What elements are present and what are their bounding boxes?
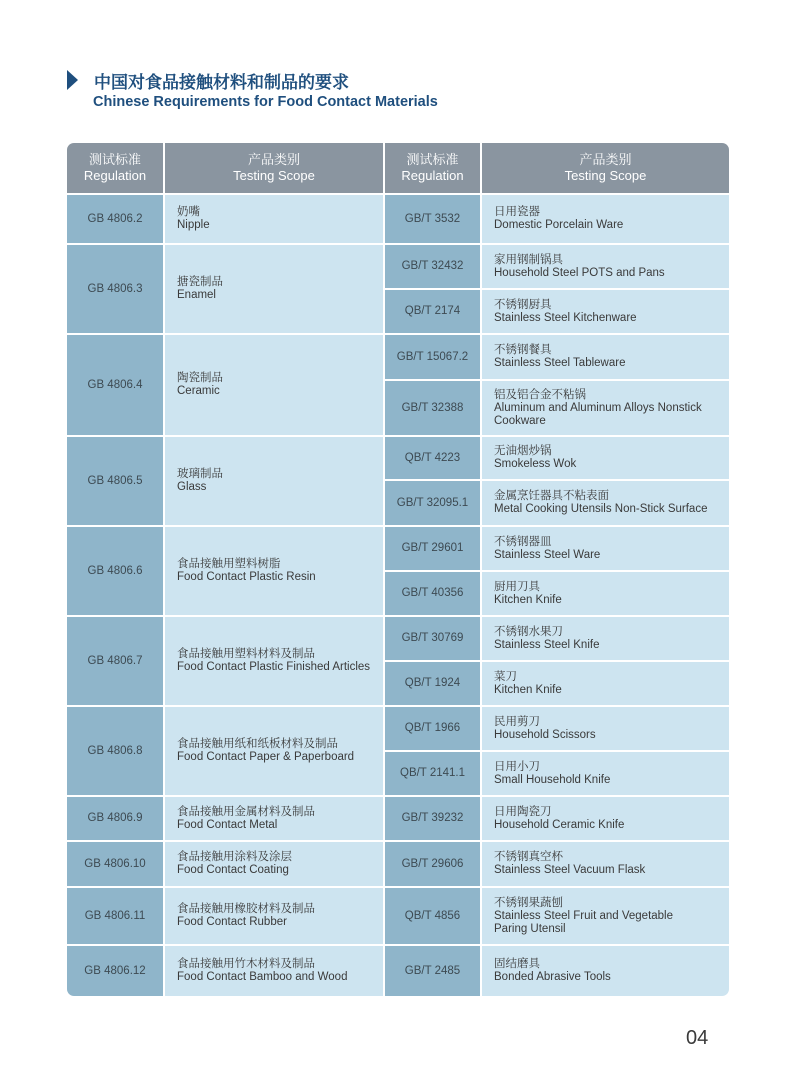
header-regulation-right [385,143,480,193]
regulation-code: GB 4806.9 [87,812,143,824]
scope-en: Ceramic [177,385,220,397]
regulation-code: QB/T 1924 [404,677,461,689]
right-regulation-cell [385,290,480,333]
scope-en: Stainless Steel Knife [494,638,600,651]
regulation-code: GB 4806.3 [87,282,143,295]
right-scope-cell [482,381,729,435]
regulation-code: GB/T 29606 [401,857,464,870]
scope-en-continued: Paring Utensil [494,922,566,935]
header-cn: 产品类别 [247,152,300,167]
regulation-code: GB/T 32388 [401,401,464,414]
right-scope-cell [482,527,729,570]
left-regulation-cell [67,437,163,525]
regulation-code: GB/T 40356 [401,587,464,599]
right-regulation-cell [385,617,480,660]
right-scope-cell [482,481,729,525]
header-cn: 测试标准 [406,152,459,167]
scope-en: Food Contact Plastic Finished Articles [177,661,371,673]
header-cn: 测试标准 [88,152,141,167]
regulation-code: GB 4806.5 [87,474,143,487]
right-regulation-cell [385,797,480,840]
regulation-code: GB 4806.4 [87,378,143,391]
scope-en: Stainless Steel Fruit and Vegetable [494,909,674,922]
regulation-code: GB/T 29601 [401,542,464,554]
right-regulation-cell [385,752,480,795]
scope-cn: 菜刀 [494,670,517,683]
scope-en: Stainless Steel Vacuum Flask [494,864,646,876]
regulation-code: GB/T 2485 [404,964,461,977]
scope-cn: 食品接触用涂料及涂层 [177,851,292,863]
header-en: Regulation [83,168,147,183]
scope-en: Food Contact Metal [177,818,278,831]
regulation-code: GB 4806.2 [87,212,143,225]
right-regulation-cell [385,245,480,288]
right-regulation-cell [385,842,480,886]
header-en: Testing Scope [233,168,315,183]
regulation-code: GB 4806.11 [84,909,146,922]
left-regulation-cell [67,888,163,944]
right-scope-cell [482,797,729,840]
scope-cn: 金属烹饪器具不粘表面 [494,490,609,502]
heading-title-en: Chinese Requirements for Food Contact Materials [93,94,438,110]
scope-cn: 日用小刀 [494,760,540,773]
right-scope-cell [482,888,729,944]
right-scope-cell [482,290,729,333]
regulation-code: GB/T 39232 [401,812,464,824]
right-scope-cell [482,842,729,886]
scope-cn: 不锈钢厨具 [494,298,552,311]
scope-cn: 食品接触用竹木材料及制品 [177,958,315,970]
regulation-code: QB/T 4856 [404,909,461,922]
scope-cn: 食品接触用塑料材料及制品 [177,648,315,660]
right-scope-cell [482,617,729,660]
scope-en: Nipple [177,219,210,231]
right-regulation-cell [385,381,480,435]
scope-cn: 搪瓷制品 [177,276,223,288]
right-regulation-cell [385,707,480,750]
scope-en: Metal Cooking Utensils Non-Stick Surface [494,503,708,515]
scope-cn: 不锈钢真空杯 [494,851,563,863]
scope-cn: 食品接触用橡胶材料及制品 [177,903,315,915]
scope-cn: 不锈钢果蔬刨 [494,896,563,909]
regulation-code: GB/T 32432 [401,260,464,272]
left-scope-cell [165,527,383,615]
scope-cn: 食品接触用塑料树脂 [177,558,281,570]
regulation-code: QB/T 1966 [404,722,461,734]
left-scope-cell [165,888,383,944]
right-scope-cell [482,195,729,243]
regulation-code: GB/T 32095.1 [396,496,469,509]
left-scope-cell [165,437,383,525]
scope-cn: 日用瓷器 [494,206,540,218]
scope-cn: 固结磨具 [494,958,540,970]
regulation-code: GB 4806.12 [84,964,146,977]
left-scope-cell [165,335,383,435]
scope-en: Stainless Steel Tableware [494,357,626,369]
right-scope-cell [482,752,729,795]
left-regulation-cell [67,797,163,840]
left-scope-cell [165,842,383,886]
right-scope-cell [482,245,729,288]
scope-en: Stainless Steel Ware [494,548,601,561]
left-regulation-cell [67,707,163,795]
right-regulation-cell [385,481,480,525]
triangle-bullet-icon [67,70,78,90]
scope-en: Glass [177,481,207,493]
left-regulation-cell [67,245,163,333]
scope-cn: 不锈钢餐具 [494,344,552,356]
scope-en: Enamel [177,289,216,301]
regulation-code: GB 4806.7 [87,654,143,667]
scope-en: Food Contact Bamboo and Wood [177,971,348,983]
scope-cn: 无油烟炒锅 [494,445,552,457]
scope-en: Food Contact Paper & Paperboard [177,751,355,763]
scope-en: Small Household Knife [494,773,611,786]
scope-en: Smokeless Wok [494,458,577,470]
right-scope-cell [482,946,729,996]
right-scope-cell [482,662,729,705]
scope-en: Food Contact Rubber [177,916,287,928]
left-scope-cell [165,946,383,996]
right-scope-cell [482,707,729,750]
page-number: 04 [686,1027,709,1049]
right-scope-cell [482,437,729,479]
scope-cn: 厨用刀具 [494,580,540,593]
scope-cn: 玻璃制品 [177,468,223,480]
right-regulation-cell [385,888,480,944]
header-cn: 产品类别 [579,152,632,167]
scope-en: Stainless Steel Kitchenware [494,311,637,324]
regulation-code: GB 4806.8 [87,744,143,757]
header-regulation-left [67,143,163,193]
right-regulation-cell [385,437,480,479]
left-scope-cell [165,797,383,840]
scope-en: Kitchen Knife [494,683,562,696]
right-regulation-cell [385,662,480,705]
scope-en: Food Contact Plastic Resin [177,571,316,583]
requirements-table [67,143,729,996]
scope-en: Domestic Porcelain Ware [494,219,624,231]
regulation-code: GB/T 30769 [401,632,464,644]
scope-en: Household Scissors [494,728,596,741]
scope-en: Bonded Abrasive Tools [494,971,611,983]
left-regulation-cell [67,946,163,996]
left-regulation-cell [67,335,163,435]
left-scope-cell [165,195,383,243]
scope-en: Kitchen Knife [494,593,562,606]
scope-cn: 不锈钢器皿 [494,535,552,548]
header-en: Testing Scope [564,168,647,183]
right-regulation-cell [385,195,480,243]
scope-cn: 民用剪刀 [494,715,540,728]
regulation-code: QB/T 4223 [404,451,461,464]
scope-cn: 日用陶瓷刀 [494,805,552,818]
left-regulation-cell [67,617,163,705]
regulation-code: QB/T 2141.1 [400,767,465,779]
left-scope-cell [165,617,383,705]
scope-cn: 食品接触用纸和纸板材料及制品 [177,738,338,750]
right-scope-cell [482,572,729,615]
regulation-code: GB/T 15067.2 [396,350,469,363]
scope-cn: 不锈钢水果刀 [494,625,563,638]
scope-cn: 奶嘴 [177,206,200,218]
left-regulation-cell [67,527,163,615]
regulation-code: GB 4806.6 [87,564,143,577]
right-regulation-cell [385,946,480,996]
scope-cn: 陶瓷制品 [177,372,223,384]
right-regulation-cell [385,572,480,615]
left-scope-cell [165,707,383,795]
regulation-code: QB/T 2174 [404,305,461,317]
scope-en-continued: Cookware [494,414,546,427]
right-regulation-cell [385,527,480,570]
scope-en: Aluminum and Aluminum Alloys Nonstick [494,401,702,414]
scope-en: Household Steel POTS and Pans [494,266,665,279]
right-scope-cell [482,335,729,379]
scope-cn: 家用钢制锅具 [494,253,563,266]
header-scope-left [165,143,383,193]
right-regulation-cell [385,335,480,379]
regulation-code: GB/T 3532 [404,212,461,225]
scope-en: Household Ceramic Knife [494,818,625,831]
scope-cn: 铝及铝合金不粘锅 [494,388,586,401]
left-regulation-cell [67,842,163,886]
regulation-code: GB 4806.10 [84,857,146,870]
left-scope-cell [165,245,383,333]
header-scope-right [482,143,729,193]
scope-cn: 食品接触用金属材料及制品 [177,805,315,818]
header-en: Regulation [401,168,464,183]
heading-title-cn: 中国对食品接触材料和制品的要求 [94,73,349,93]
left-regulation-cell [67,195,163,243]
scope-en: Food Contact Coating [177,864,289,876]
